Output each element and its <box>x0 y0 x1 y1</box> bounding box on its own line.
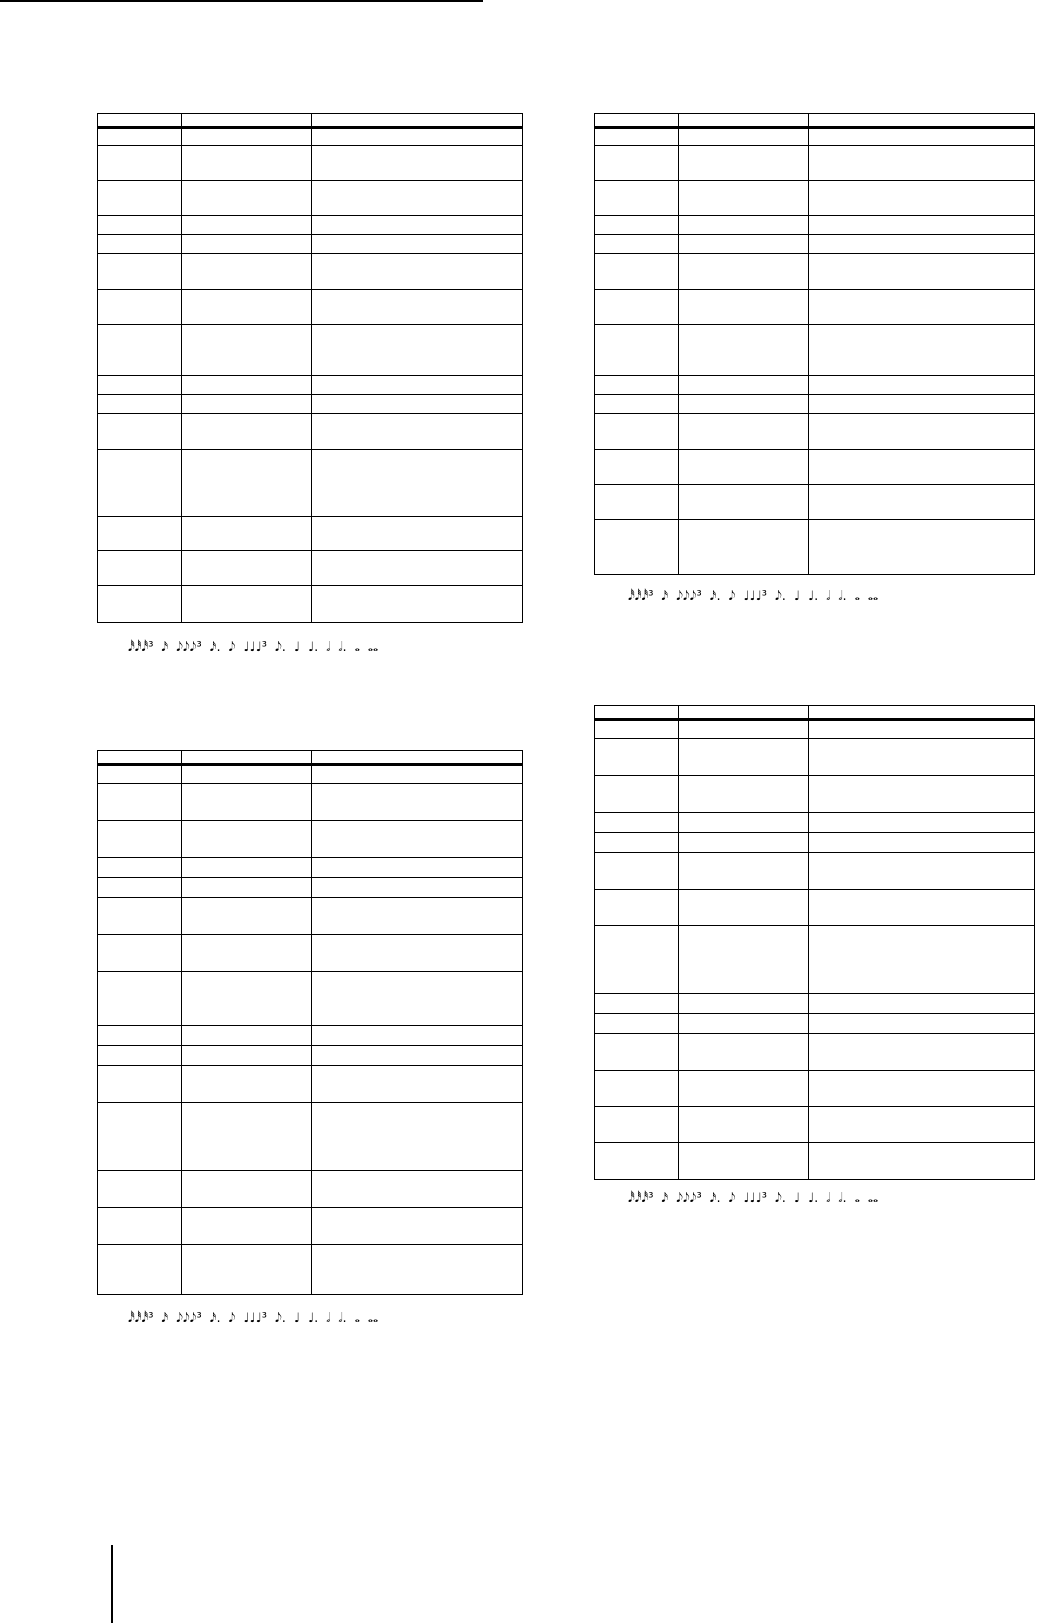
table-row <box>98 1244 522 1294</box>
note-values-row <box>628 1185 878 1205</box>
table-row <box>595 1142 1034 1179</box>
table-row <box>595 413 1034 449</box>
top-rule <box>0 0 483 2</box>
table-row <box>595 519 1034 574</box>
note-icon: 𝅗𝅥 <box>326 1311 331 1326</box>
table-row <box>98 783 522 820</box>
note-icon: 𝅗𝅥 <box>826 1191 831 1206</box>
note-icon: 𝅝𝅝 <box>867 589 879 604</box>
table-header-row <box>98 114 522 129</box>
table-row <box>595 721 1034 738</box>
table-row <box>98 820 522 857</box>
table-row <box>98 585 522 622</box>
note-icon: 𝅘𝅥𝅰𝅘𝅥𝅰𝅘𝅥𝅰³ <box>628 589 654 604</box>
note-icon: ♩ <box>793 1191 801 1206</box>
table-row <box>98 215 522 234</box>
note-icon: 𝅘𝅥𝅮 <box>228 640 236 655</box>
note-icon: ♩♩♩³ <box>743 1191 767 1206</box>
note-icon: 𝅘𝅥𝅮. <box>774 589 786 604</box>
table-row <box>98 934 522 971</box>
note-icon: 𝅘𝅥𝅮𝅘𝅥𝅮𝅘𝅥𝅮³ <box>676 1191 702 1206</box>
note-icon: ♩ <box>293 640 301 655</box>
note-icon: 𝅘𝅥𝅮 <box>728 1191 736 1206</box>
note-icon: 𝅘𝅥𝅯 <box>161 1311 169 1326</box>
table-row <box>98 1025 522 1045</box>
table-row <box>595 832 1034 852</box>
table-row <box>98 550 522 585</box>
table-row <box>98 1045 522 1065</box>
table-row <box>595 775 1034 812</box>
table-row <box>98 516 522 550</box>
parameter-table-bottom-left <box>97 750 523 1295</box>
note-icon: ♩♩♩³ <box>743 589 767 604</box>
note-icon: 𝅘𝅥𝅮𝅘𝅥𝅮𝅘𝅥𝅮³ <box>676 589 702 604</box>
table-row <box>595 234 1034 253</box>
note-icon: 𝅘𝅥𝅮𝅘𝅥𝅮𝅘𝅥𝅮³ <box>176 1311 202 1326</box>
note-icon: 𝅗𝅥. <box>838 1191 847 1206</box>
table-row <box>98 253 522 289</box>
note-icon: 𝅝𝅝 <box>867 1191 879 1206</box>
table-row <box>98 1170 522 1207</box>
table-row <box>98 897 522 934</box>
note-values-row <box>128 634 378 654</box>
table-row <box>595 375 1034 394</box>
note-icon: 𝅗𝅥 <box>826 589 831 604</box>
note-icon: ♩♩♩³ <box>243 640 267 655</box>
note-icon: 𝅗𝅥. <box>838 589 847 604</box>
note-icon: 𝅘𝅥𝅮 <box>728 589 736 604</box>
note-icon: 𝅘𝅥𝅯 <box>661 589 669 604</box>
note-icon: 𝅘𝅥𝅮. <box>274 640 286 655</box>
table-row <box>595 289 1034 324</box>
note-icon: 𝅘𝅥𝅯 <box>161 640 169 655</box>
note-icon: 𝅘𝅥𝅯 <box>661 1191 669 1206</box>
table-row <box>595 129 1034 145</box>
note-icon: ♩ <box>293 1311 301 1326</box>
parameter-table-top-left <box>97 113 523 623</box>
note-icon: 𝅘𝅥𝅮𝅘𝅥𝅮𝅘𝅥𝅮³ <box>176 640 202 655</box>
note-icon: 𝅝𝅝 <box>367 640 379 655</box>
table-row <box>595 852 1034 889</box>
note-values-row <box>628 583 878 603</box>
table-row <box>98 766 522 783</box>
note-icon: 𝅝 <box>854 589 860 604</box>
table-row <box>98 375 522 394</box>
note-icon: 𝅘𝅥𝅯. <box>209 1311 221 1326</box>
table-row <box>595 145 1034 180</box>
note-icon: ♩♩♩³ <box>243 1311 267 1326</box>
note-icon: 𝅘𝅥𝅰𝅘𝅥𝅰𝅘𝅥𝅰³ <box>128 1311 154 1326</box>
table-row <box>595 180 1034 215</box>
note-icon: 𝅗𝅥. <box>338 1311 347 1326</box>
table-row <box>595 324 1034 375</box>
note-icon: 𝅝𝅝 <box>367 1311 379 1326</box>
table-row <box>98 394 522 413</box>
table-row <box>98 234 522 253</box>
table-row <box>98 289 522 324</box>
table-row <box>595 812 1034 832</box>
table-row <box>595 925 1034 993</box>
note-icon: 𝅝 <box>854 1191 860 1206</box>
note-icon: 𝅗𝅥 <box>326 640 331 655</box>
table-row <box>595 394 1034 413</box>
note-icon: 𝅗𝅥. <box>338 640 347 655</box>
note-icon: 𝅘𝅥𝅯. <box>709 1191 721 1206</box>
note-icon: 𝅝 <box>354 1311 360 1326</box>
table-row <box>595 1013 1034 1033</box>
note-icon: ♩. <box>308 640 319 655</box>
note-icon: 𝅘𝅥𝅮 <box>228 1311 236 1326</box>
table-row <box>98 857 522 877</box>
note-icon: ♩. <box>808 1191 819 1206</box>
note-icon: 𝅘𝅥𝅯. <box>209 640 221 655</box>
table-row <box>98 324 522 375</box>
parameter-table-top-right <box>594 113 1035 575</box>
note-icon: ♩. <box>308 1311 319 1326</box>
table-row <box>98 1065 522 1102</box>
table-row <box>98 180 522 215</box>
table-row <box>595 449 1034 484</box>
table-row <box>98 449 522 516</box>
note-icon: 𝅘𝅥𝅮. <box>774 1191 786 1206</box>
margin-rule <box>111 1545 113 1623</box>
table-header-row <box>595 114 1034 129</box>
table-row <box>595 1033 1034 1070</box>
table-row <box>595 993 1034 1013</box>
table-row <box>595 215 1034 234</box>
note-icon: 𝅝 <box>354 640 360 655</box>
table-row <box>98 1207 522 1244</box>
table-row <box>98 877 522 897</box>
table-row <box>595 484 1034 519</box>
note-icon: 𝅘𝅥𝅯. <box>709 589 721 604</box>
table-row <box>595 1106 1034 1142</box>
note-icon: 𝅘𝅥𝅰𝅘𝅥𝅰𝅘𝅥𝅰³ <box>128 640 154 655</box>
table-row <box>595 889 1034 925</box>
table-header-row <box>98 751 522 766</box>
note-values-row <box>128 1305 378 1325</box>
note-icon: ♩ <box>793 589 801 604</box>
table-row <box>98 129 522 145</box>
table-header-row <box>595 706 1034 721</box>
table-row <box>595 253 1034 289</box>
table-row <box>595 1070 1034 1106</box>
note-icon: ♩. <box>808 589 819 604</box>
note-icon: 𝅘𝅥𝅮. <box>274 1311 286 1326</box>
table-row <box>98 971 522 1025</box>
table-row <box>595 738 1034 775</box>
table-row <box>98 145 522 180</box>
note-icon: 𝅘𝅥𝅰𝅘𝅥𝅰𝅘𝅥𝅰³ <box>628 1191 654 1206</box>
parameter-table-bottom-right <box>594 705 1035 1180</box>
table-row <box>98 413 522 449</box>
table-row <box>98 1102 522 1170</box>
